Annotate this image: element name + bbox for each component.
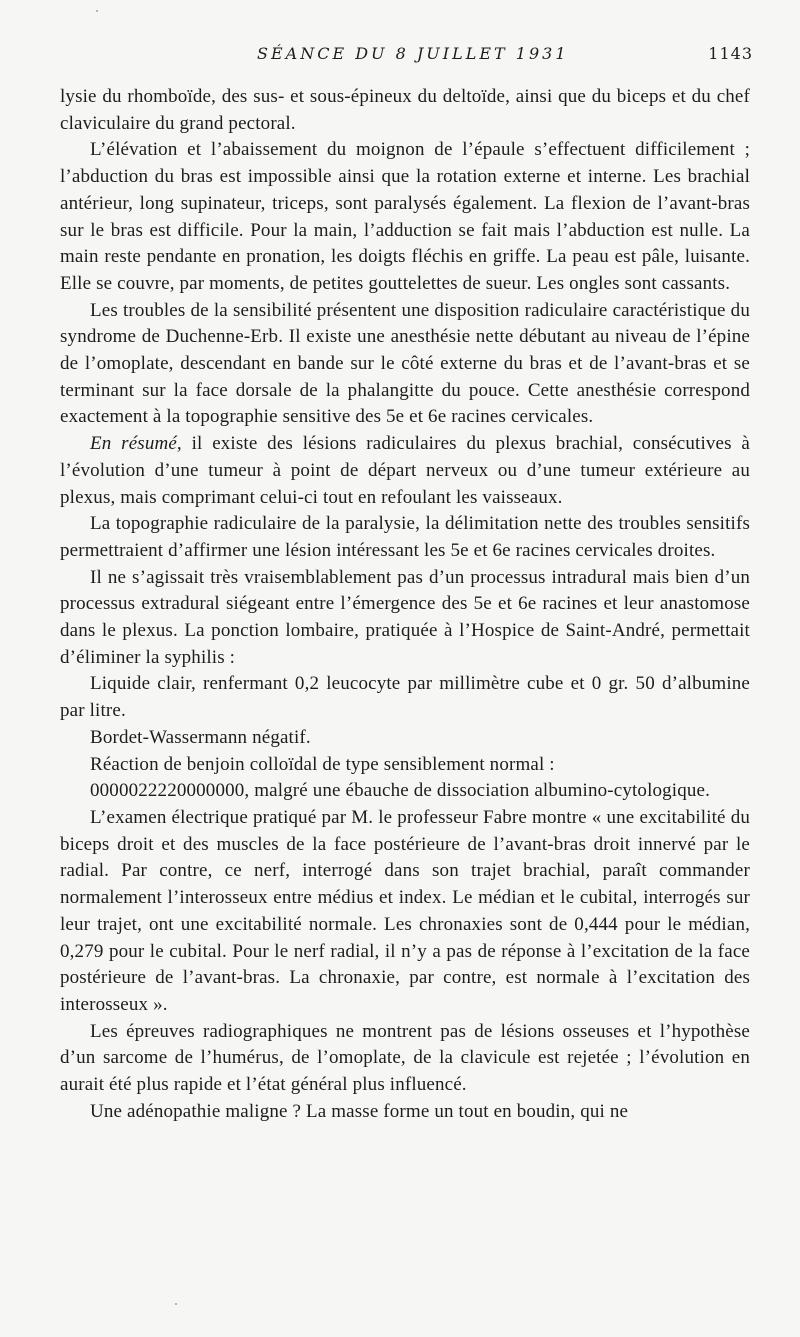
paper-speck <box>175 1303 177 1305</box>
paragraph-2: L’élévation et l’abaissement du moignon de l’épaule s’effectuent difficilement ; l’abduction du bras est impossible ainsi que la rotation externe et interne. Les brachial antérieur, long supinateur, triceps, sont paralysés également. La flexion de l’avant-bras sur le bras est difficile. Pour la main, l’adduction se fait mais l’abduction est nulle. La main reste pendante en pronation, les doigts fléchis en griffe. La peau est pâle, luisante. Elle se couvre, par moments, de petites gouttelettes de sueur. Les ongles sont cassants. <box>60 139 750 294</box>
paragraph-1: lysie du rhomboïde, des sus- et sous-épineux du deltoïde, ainsi que du biceps et du chef claviculaire du grand pectoral. <box>60 86 750 134</box>
paragraph-6: Il ne s’agissait très vraisemblablement pas d’un processus intradural mais bien d’un processus extradural siégeant entre l’émergence des 5e et 6e racines et leur anastomose dans le plexus. La ponction lombaire, pratiquée à l’Hospice de Saint-André, permettait d’éliminer la syphilis : <box>60 566 750 668</box>
paragraph-13: Une adénopathie maligne ? La masse forme un tout en boudin, qui ne <box>90 1100 629 1122</box>
paragraph-12: Les épreuves radiographiques ne montrent pas de lésions osseuses et l’hypothèse d’un sarcome de l’humérus, de l’omoplate, de la clavicule est rejetée ; l’évolution en aurait été plus rapide et l’état général plus influencé. <box>60 1020 750 1096</box>
summary-lead: En résumé, <box>90 433 182 455</box>
paper-speck <box>96 10 98 12</box>
paragraph-7: Liquide clair, renfermant 0,2 leucocyte par millimètre cube et 0 gr. 50 d’albumine par litre. <box>60 673 750 722</box>
body-text <box>60 84 750 1125</box>
paragraph-3: Les troubles de la sensibilité présentent une disposition radiculaire caractéristique du syndrome de Duchenne-Erb. Il existe une anesthésie nette débutant au niveau de l’épine de l’omoplate, descendant en bande sur le côté externe du bras et de l’avant-bras et se terminant sur la face dorsale de la phalangitte du pouce. Cette anesthésie correspond exactement à la topographie sensitive des 5e et 6e racines cervicales. <box>60 299 750 428</box>
paragraph-10: 0000022220000000, malgré une ébauche de dissociation albumino-cytologique. <box>90 780 711 802</box>
paragraph-4: En résumé, il existe des lésions radiculaires du plexus brachial, consécutives à l’évolution d’une tumeur à point de départ nerveux ou d’une tumeur extérieure au plexus, mais comprimant celui-ci tout en refoulant les vaisseaux. <box>60 433 751 508</box>
paragraph-5: La topographie radiculaire de la paralysie, la délimitation nette des troubles sensitifs permettraient d’affirmer une lésion intéressant les 5e et 6e racines cervicales droites. <box>60 513 750 561</box>
page-number: 1143 <box>708 44 753 63</box>
paragraph-8: Bordet-Wassermann négatif. <box>90 726 311 748</box>
header-title: SÉANCE DU 8 JUILLET 1931 <box>257 44 569 63</box>
running-header <box>60 44 753 84</box>
paragraph-11: L’examen électrique pratiqué par M. le professeur Fabre montre « une excitabilité du biceps droit et des muscles de la face postérieure de l’avant-bras droit innervé par le radial. Par contre, ce nerf, interrogé dans son trajet brachial, paraît commander normalement l’interosseux entre médius et index. Le médian et le cubital, interrogés sur leur trajet, ont une excitabilité normale. Les chronaxies sont de 0,444 pour le médian, 0,279 pour le cubital. Pour le nerf radial, il n’y a pas de réponse à l’excitation de la face postérieure de l’avant-bras. La chronaxie, par contre, est normale à l’excitation des interosseux ». <box>60 806 750 1015</box>
paragraph-9: Réaction de benjoin colloïdal de type sensiblement normal : <box>90 753 555 775</box>
